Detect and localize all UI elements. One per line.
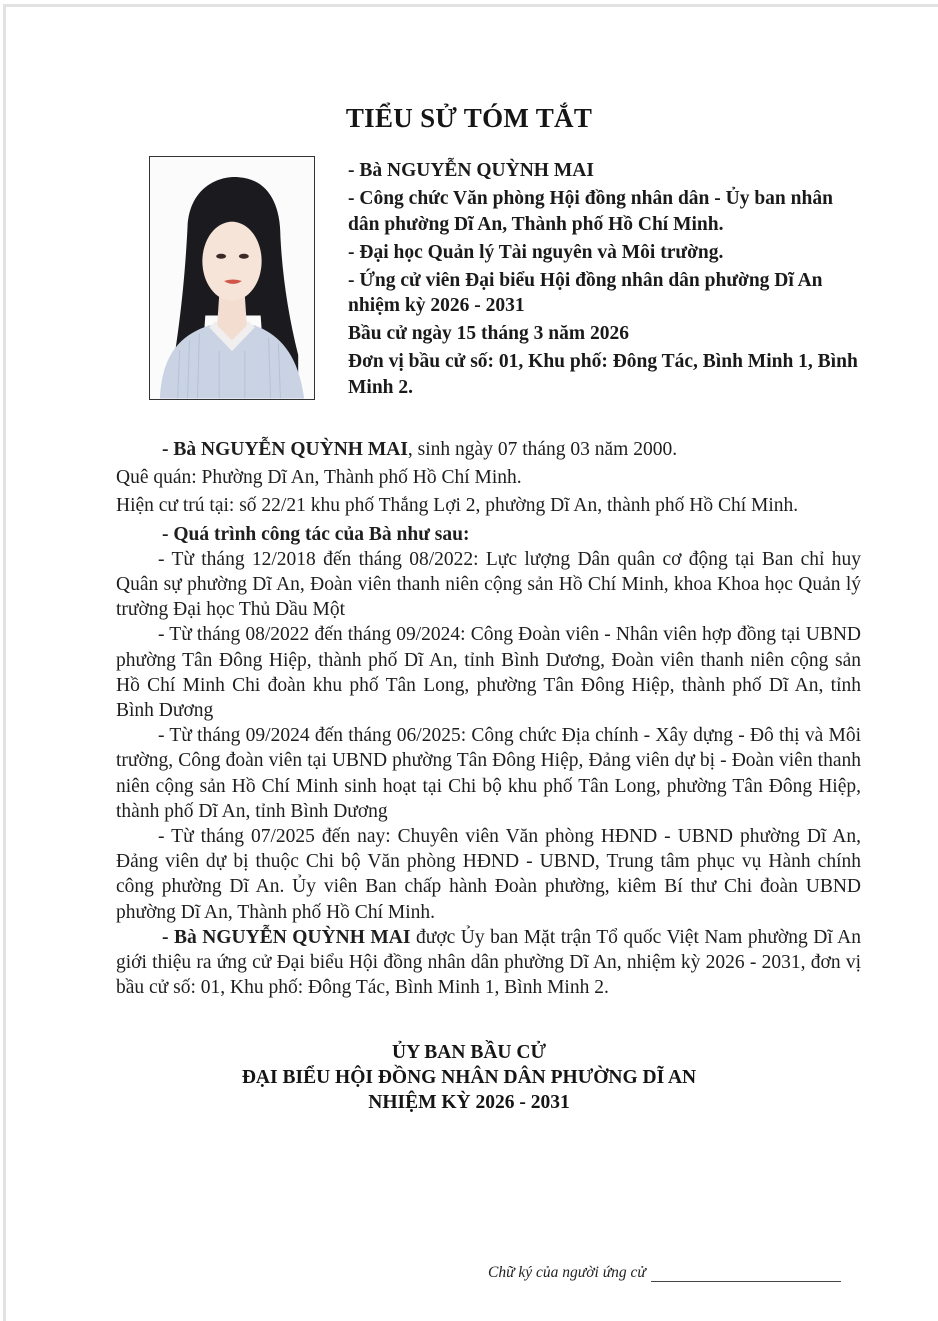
hometown-line: Quê quán: Phường Dĩ An, Thành phố Hồ Chí Minh. (116, 467, 522, 489)
committee-line: ỦY BAN BẦU CỬ (391, 1042, 546, 1063)
signature-label: Chữ ký của người ứng cử (488, 1264, 646, 1281)
portrait-photo (149, 156, 315, 400)
document-title: TIỂU SỬ TÓM TẮT (345, 103, 593, 133)
intro-name: - Bà NGUYỄN QUỲNH MAI (162, 439, 408, 460)
candidate-summary (348, 158, 868, 403)
summary-constituency: Đơn vị bầu cử số: 01, Khu phố: Đông Tác, Bình Minh 1, Bình Minh 2. (348, 351, 858, 398)
intro-paragraph (116, 437, 861, 462)
committee-line: NHIỆM KỲ 2026 - 2031 (368, 1092, 570, 1113)
career-item: - Từ tháng 07/2025 đến nay: Chuyên viên Văn phòng HĐND - UBND phường Dĩ An, Đảng viên dự bị thuộc Chi bộ Văn phòng HĐND - UBND, Trung tâm phục vụ Hành chính công phường Dĩ An. Ủy viên Ban chấp hành Đoàn phường, kiêm Bí thư Chi đoàn UBND phường Dĩ An, Thành phố Hồ Chí Minh. (116, 826, 861, 923)
career-item: - Từ tháng 09/2024 đến tháng 06/2025: Công chức Địa chính - Xây dựng - Đô thị và Môi trường, Công đoàn viên tại UBND phường Tân Đông Hiệp, Đảng viên dự bị - Đoàn viên thanh niên cộng sản Hồ Chí Minh sinh hoạt tại Chi bộ khu phố Tân Long, phường Tân Đông Hiệp, thành phố Dĩ An, tỉnh Bình Dương (116, 725, 861, 822)
summary-education: - Đại học Quản lý Tài nguyên và Môi trường. (348, 241, 724, 263)
nomination-name: - Bà NGUYỄN QUỲNH MAI (162, 926, 411, 948)
signature-line (651, 1267, 841, 1282)
committee-line: ĐẠI BIỂU HỘI ĐỒNG NHÂN DÂN PHƯỜNG DĨ AN (241, 1067, 697, 1088)
career-heading: - Quá trình công tác của Bà như sau: (162, 523, 470, 545)
nomination-text: được Ủy ban Mặt trận Tổ quốc Việt Nam phường Dĩ An giới thiệu ra ứng cử Đại biểu Hội đồng nhân dân phường Dĩ An, nhiệm kỳ 2026 - 2031, đơn vị bầu cử số: 01, Khu phố: Đông Tác, Bình Minh 1, Bình Minh 2. (116, 926, 861, 999)
intro-birth: , sinh ngày 07 tháng 03 năm 2000. (407, 439, 678, 460)
portrait-illustration (150, 157, 314, 399)
summary-candidacy: - Ứng cử viên Đại biểu Hội đồng nhân dân phường Dĩ An nhiệm kỳ 2026 - 2031 (348, 269, 823, 316)
residence-line: Hiện cư trú tại: số 22/21 khu phố Thắng Lợi 2, phường Dĩ An, thành phố Hồ Chí Minh. (116, 495, 799, 517)
career-item: - Từ tháng 12/2018 đến tháng 08/2022: Lực lượng Dân quân cơ động tại Ban chỉ huy Quân sự phường Dĩ An, Đoàn viên thanh niên cộng sản Hồ Chí Minh, khoa Khoa học Quản lý trường Đại học Thủ Dầu Một (116, 548, 861, 621)
summary-position: - Công chức Văn phòng Hội đồng nhân dân - Ủy ban nhân dân phường Dĩ An, Thành phố Hồ Chí Minh. (348, 188, 833, 235)
summary-election-date: Bầu cử ngày 15 tháng 3 năm 2026 (348, 323, 629, 344)
summary-name: - Bà NGUYỄN QUỲNH MAI (348, 160, 594, 181)
signature-field (488, 1264, 841, 1282)
nomination-paragraph (116, 925, 861, 1001)
biography-body (116, 437, 861, 1000)
career-item: - Từ tháng 08/2022 đến tháng 09/2024: Công Đoàn viên - Nhân viên hợp đồng tại UBND phường Tân Đông Hiệp, thành phố Dĩ An, tỉnh Bình Dương, Đoàn viên thanh niên cộng sản Hồ Chí Minh Chi đoàn khu phố Tân Long, phường Tân Đông Hiệp, thành phố Dĩ An, tỉnh Bình Dương (116, 624, 861, 722)
election-committee (0, 1040, 938, 1115)
